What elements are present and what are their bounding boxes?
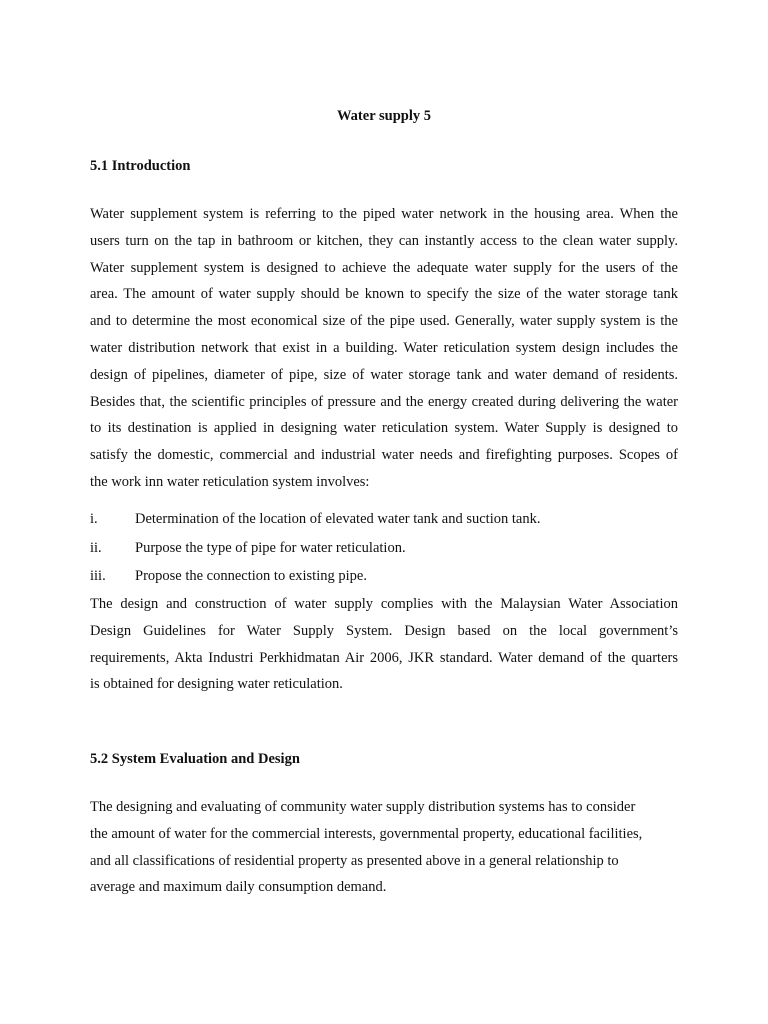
text-line: and all classifications of residential property as presented above in a general relationship to [90, 852, 619, 869]
list-item-number: ii. [90, 539, 102, 556]
section-heading-introduction: 5.1 Introduction [90, 158, 191, 174]
list-item-text: Determination of the location of elevated water tank and suction tank. [135, 511, 541, 527]
evaluation-paragraph [90, 794, 678, 901]
text-line: the work inn water reticulation system involves: [90, 473, 370, 490]
text-line: Water supplement system is referring to the piped water network in the housing area. When the [90, 206, 678, 222]
list-item-text: Propose the connection to existing pipe. [135, 568, 367, 584]
text-line: satisfy the domestic, commercial and industrial water needs and firefighting purposes. Scopes of [90, 447, 678, 464]
text-line: Water supplement system is designed to achieve the adequate water supply for the users of the [90, 259, 678, 276]
text-line: average and maximum daily consumption demand. [90, 879, 387, 896]
section-heading-system-evaluation: 5.2 System Evaluation and Design [90, 751, 300, 767]
list-item [90, 562, 678, 591]
text-line: area. The amount of water supply should be known to specify the size of the water storage tank [90, 286, 678, 303]
text-line: is obtained for designing water reticulation. [90, 676, 343, 693]
list-item [90, 534, 678, 563]
list-item-number: i. [90, 511, 98, 527]
intro-paragraph [90, 201, 678, 496]
text-line: the amount of water for the commercial interests, governmental property, educational facilities, [90, 825, 643, 842]
list-item-text: Purpose the type of pipe for water reticulation. [135, 539, 406, 556]
text-line: The design and construction of water supply complies with the Malaysian Water Association [90, 596, 678, 612]
text-line: requirements, Akta Industri Perkhidmatan Air 2006, JKR standard. Water demand of the quarters [90, 649, 678, 666]
text-line: users turn on the tap in bathroom or kitchen, they can instantly access to the clean water supply. [90, 232, 678, 249]
text-line: water distribution network that exist in a building. Water reticulation system design includes the [90, 339, 678, 356]
text-line: Design Guidelines for Water Supply System. Design based on the local government’s [90, 622, 678, 639]
list-item [90, 505, 678, 534]
page-title: Water supply 5 [336, 108, 431, 124]
text-line: to its destination is applied in designing water reticulation system. Water Supply is designed to [90, 420, 678, 437]
list-item-number: iii. [90, 568, 106, 584]
text-line: and to determine the most economical size of the pipe used. Generally, water supply system is the [90, 313, 678, 330]
closing-paragraph [90, 591, 678, 698]
text-line: Besides that, the scientific principles of pressure and the energy created during delivering the water [90, 393, 678, 410]
text-line: design of pipelines, diameter of pipe, size of water storage tank and water demand of residents. [90, 366, 678, 383]
text-line: The designing and evaluating of community water supply distribution systems has to consider [90, 799, 636, 815]
scope-list [90, 505, 678, 591]
